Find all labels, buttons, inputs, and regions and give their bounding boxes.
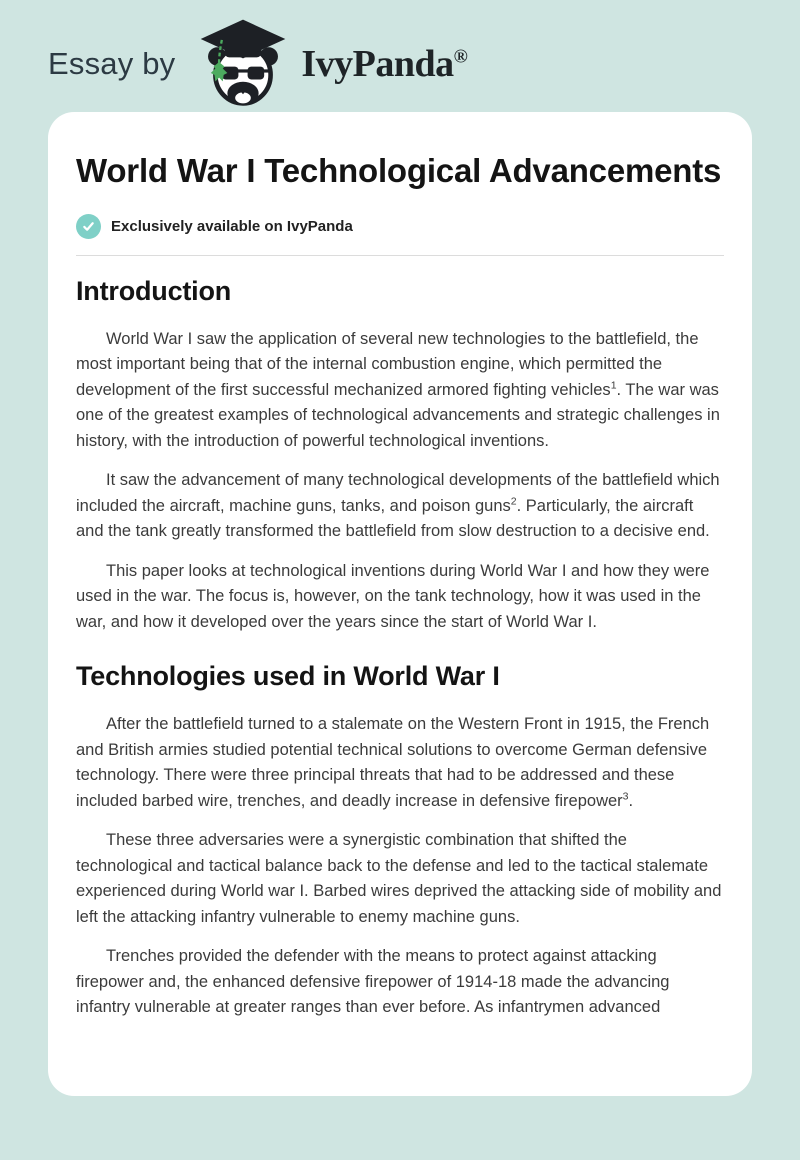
essay-by-label: Essay by	[48, 46, 176, 81]
ivypanda-panda-logo-icon	[195, 16, 291, 113]
footnote-ref: 2	[510, 495, 517, 508]
brand-wordmark: IvyPanda®	[301, 43, 468, 85]
paragraph: It saw the advancement of many technological developments of the battlefield which included the aircraft, machine guns, tanks, and poison guns$^2$. Particularly, the aircraft and the tank greatly transformed the battlefield from slow destruction to a decisive end.	[76, 471, 720, 541]
paragraph: After the battlefield turned to a stalemate on the Western Front in 1915, the French and British armies studied potential technical solutions to overcome German defensive technology. There were three principal threats that had to be addressed and these included barbed wire, trenches, and deadly increase in defensive firepower$^3$.	[76, 715, 710, 810]
essay-title: World War I Technological Advancements	[76, 152, 722, 189]
paragraph: These three adversaries were a synergistic combination that shifted the technological and tactical balance back to the defense and led to the tactical stalemate experienced during World war I. Barbed wires deprived the attacking side of mobility and left the attacking infantry vulnerable to enemy machine guns.	[76, 831, 722, 926]
availability-badge-label: Exclusively available on IvyPanda	[111, 217, 353, 235]
paragraph: Trenches provided the defender with the means to protect against attacking firepower and, the enhanced defensive firepower of 1914-18 made the advancing infantry vulnerable at greater ranges than ever before. As infantrymen advanced	[76, 947, 670, 1017]
paragraph: This paper looks at technological inventions during World War I and how they were used in the war. The focus is, however, on the tank technology, how it was used in the war, and how it developed over the years since the start of World War I.	[76, 561, 710, 631]
registered-mark: ®	[453, 46, 468, 68]
footnote-ref: 3	[622, 790, 629, 803]
page-header	[0, 0, 800, 104]
divider	[76, 255, 724, 256]
footnote-ref: 1	[610, 379, 617, 392]
section-introduction	[76, 276, 724, 636]
section-heading: Technologies used in World War I	[76, 661, 500, 692]
check-icon	[76, 214, 101, 239]
essay-card	[48, 112, 752, 1096]
section-technologies	[76, 661, 724, 1021]
section-heading: Introduction	[76, 275, 232, 306]
availability-badge	[76, 214, 724, 239]
paragraph: World War I saw the application of several new technologies to the battlefield, the most important being that of the internal combustion engine, which permitted the development of the first successful mechanized armored fighting vehicles$^1$. The war was one of the greatest examples of technological advancements and strategic challenges in history, with the introduction of powerful technological inventions.	[76, 329, 720, 450]
